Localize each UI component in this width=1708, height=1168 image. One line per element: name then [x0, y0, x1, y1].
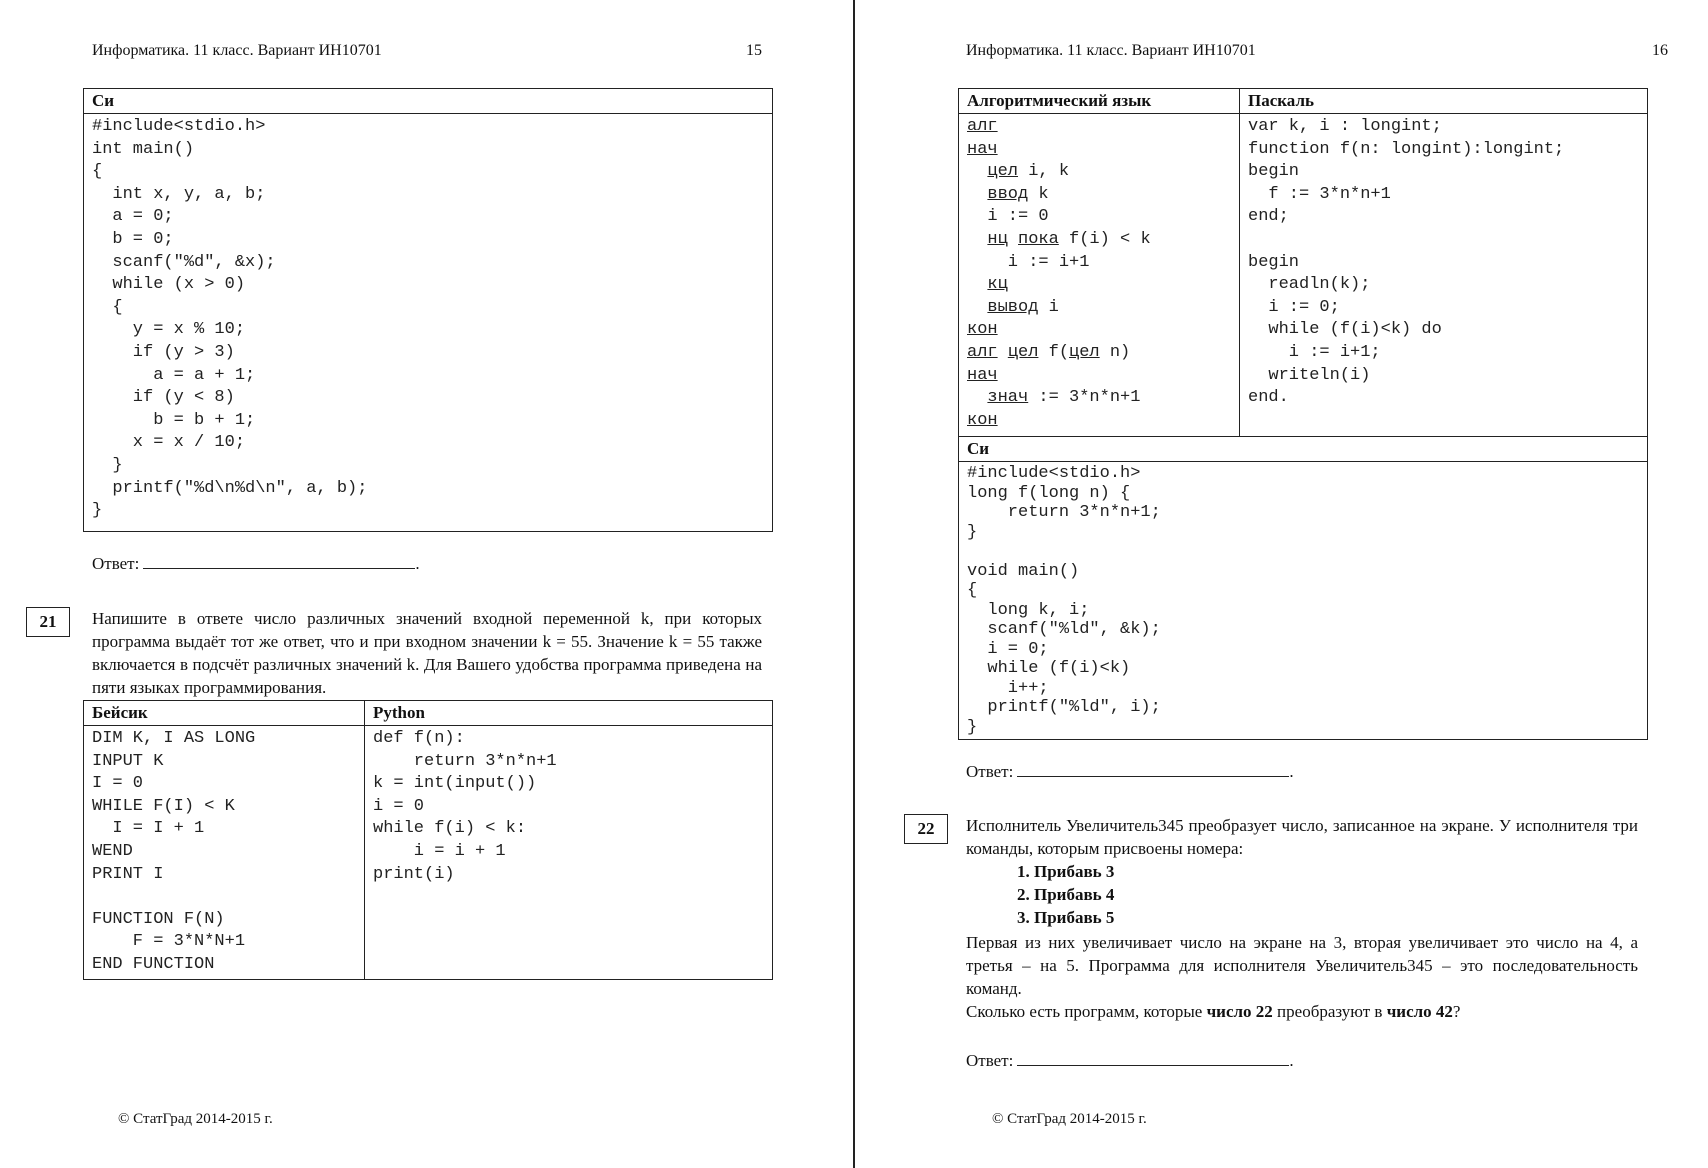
alg-line [967, 366, 998, 385]
page-divider [853, 0, 855, 1168]
task-description: Первая из них увеличивает число на экране на 3, вторая увеличивает это число на 4, а третья – на 5. Программа для исполнителя Увеличитель345 – это последовательность команд. [966, 933, 1638, 998]
command-1: 1. Прибавь 3 [1017, 862, 1115, 881]
alg-line: знач := 3*n*n+1 [987, 388, 1141, 408]
page-number: 16 [1652, 42, 1668, 59]
python-code: def f(n): return 3*n*n+1 k = int(input()) i = 0 while f(i) < k: i = i + 1 print(i) [373, 729, 557, 884]
answer-end: . [1289, 762, 1294, 781]
alg-line [967, 117, 998, 136]
alg-keyword: алг [967, 117, 998, 136]
c-table-title: Си [84, 89, 773, 114]
alg-keyword: нц [987, 229, 1008, 249]
footer: © СтатГрад 2014-2015 г. [992, 1111, 1147, 1127]
alg-keyword: знач [987, 388, 1029, 408]
python-title: Python [365, 701, 773, 726]
answer2-row [966, 1049, 1294, 1071]
answer-field[interactable] [1017, 760, 1289, 777]
alg-keyword: вывод [987, 297, 1039, 317]
alg-line [967, 275, 1008, 294]
answer2-field[interactable] [1017, 1049, 1289, 1066]
pascal-code: var k, i : longint; function f(n: longint):longint; begin f := 3*n*n+1 end; begin readln(k); i := 0; while (f(i)<k) do i := i+1; writeln(i) end. [1248, 117, 1565, 408]
alg-line [967, 140, 998, 159]
c-title: Си [959, 437, 1648, 462]
task-question: Сколько есть программ, которые число 22 преобразуют в число 42? [966, 1002, 1461, 1021]
answer2-end: . [1289, 1051, 1294, 1070]
task-number: 21 [26, 607, 70, 637]
alg-line [967, 320, 998, 339]
alg-keyword: алг [967, 342, 998, 362]
alg-line: цел i, k [987, 162, 1070, 182]
alg-pascal-c-table [958, 88, 1648, 740]
footer: © СтатГрад 2014-2015 г. [118, 1111, 273, 1127]
basic-title: Бейсик [84, 701, 365, 726]
alg-line [967, 411, 998, 430]
pascal-title: Паскаль [1240, 89, 1648, 114]
alg-line: i := 0 [967, 207, 1049, 227]
command-2: 2. Прибавь 4 [1017, 885, 1115, 904]
alg-line: i := i+1 [967, 252, 1090, 272]
alg-line: нц пока f(i) < k [987, 229, 1151, 249]
c-code: #include<stdio.h> int main() { int x, y, a, b; a = 0; b = 0; scanf("%d", &x); while (x > 0) { y = x % 10; if (y > 3) a = a + 1; if (y < 8) b = b + 1; x = x / 10; } printf("%d\n%d\n", a, b); } [92, 117, 368, 521]
task-intro: Исполнитель Увеличитель345 преобразует число, записанное на экране. У исполнителя три команды, которым присвоены номера: [966, 816, 1638, 858]
task-number: 22 [904, 814, 948, 844]
alg-keyword: цел [1007, 342, 1039, 362]
alg-keyword: пока [1018, 229, 1059, 249]
alg-line: алг цел f(цел n) [967, 342, 1131, 362]
basic-code: DIM K, I AS LONG INPUT K I = 0 WHILE F(I) < K I = I + 1 WEND PRINT I FUNCTION F(N) F = 3*N*N+1 END FUNCTION [92, 729, 256, 974]
answer-end: . [415, 554, 420, 573]
answer2-label: Ответ: [966, 1051, 1014, 1070]
c-code-table [83, 88, 773, 532]
alg-line: вывод i [987, 297, 1059, 317]
page-header: Информатика. 11 класс. Вариант ИН10701 [92, 42, 382, 59]
alg-line: ввод k [987, 184, 1049, 204]
alg-keyword: кц [987, 275, 1008, 295]
alg-keyword: цел [1069, 342, 1100, 362]
task-text: Напишите в ответе число различных значений входной переменной k, при которых программа выдаёт тот же ответ, что и при входном значении k = 55. Значение k = 55 также включается в подсчёт различных значений k. Для Вашего удобства программа приведена на пяти языках программирования. [92, 609, 762, 697]
page-header: Информатика. 11 класс. Вариант ИН10701 [966, 42, 1256, 59]
answer-field[interactable] [143, 552, 415, 569]
alg-keyword: ввод [987, 184, 1029, 204]
right-page [856, 0, 1708, 1168]
basic-python-table [83, 700, 773, 980]
alg-keyword: кон [967, 320, 998, 340]
left-page [0, 0, 850, 1168]
alg-keyword: цел [987, 162, 1019, 182]
answer-label: Ответ: [92, 554, 140, 573]
answer-row [92, 552, 420, 574]
alg-title: Алгоритмический язык [959, 89, 1240, 114]
page-number: 15 [746, 42, 762, 59]
alg-keyword: нач [967, 139, 998, 159]
alg-keyword: нач [967, 365, 998, 385]
command-3: 3. Прибавь 5 [1017, 908, 1115, 927]
alg-keyword: кон [967, 410, 998, 430]
answer-row [966, 760, 1294, 782]
alg-code [967, 116, 1231, 432]
answer-label: Ответ: [966, 762, 1014, 781]
c-code: #include<stdio.h> long f(long n) { return 3*n*n+1; } void main() { long k, i; scanf("%ld", &k); i = 0; while (f(i)<k) i++; printf("%ld", i); } [967, 464, 1161, 737]
